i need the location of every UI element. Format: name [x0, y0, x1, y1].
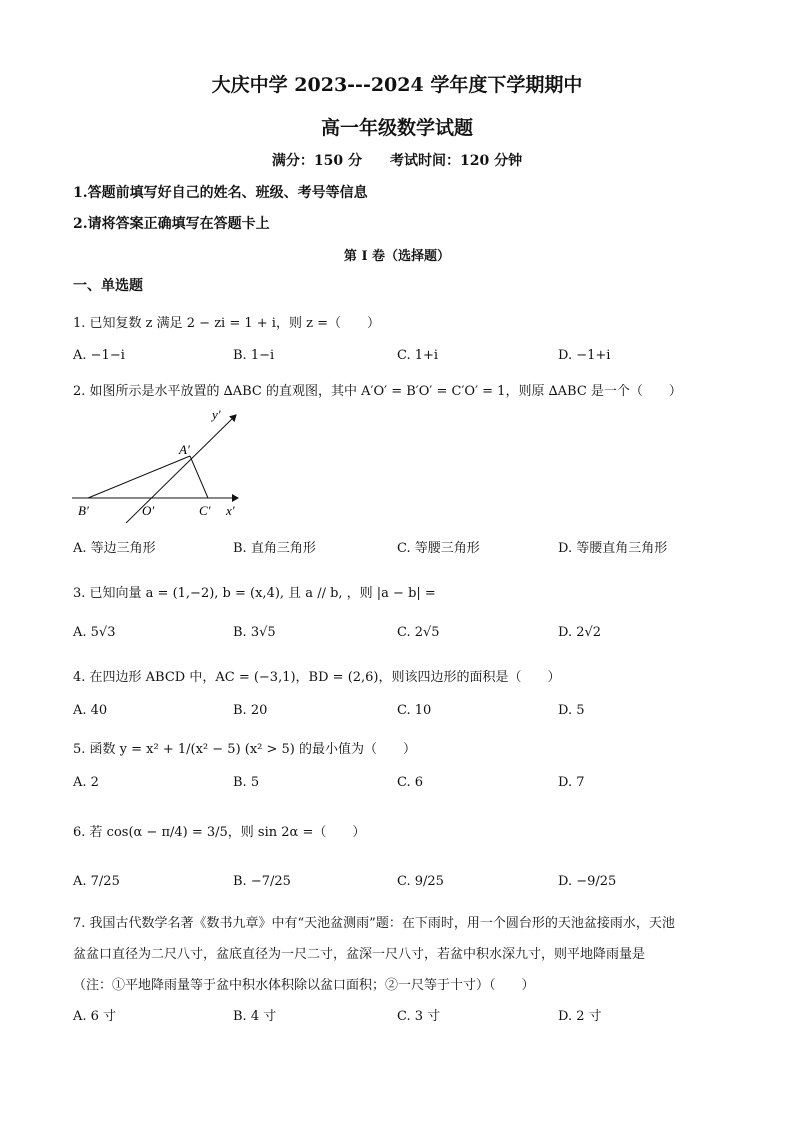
q7-option-b[interactable]: B. 4 寸 [233, 1009, 277, 1024]
question-7-line-2: 盆盆口直径为二尺八寸，盆底直径为一尺二寸，盆深一尺八寸，若盆中积水深九寸，则平地降雨量是 [73, 947, 646, 962]
exam-meta: 满分：150 分 考试时间：120 分钟 [271, 153, 523, 169]
part-title: 一、单选题 [73, 278, 143, 294]
label-A: A′ [179, 442, 190, 457]
exam-subtitle: 高一年级数学试题 [320, 117, 473, 139]
question-1: 1. 已知复数 z 满足 2 − zi = 1 + i，则 z =（ ） [73, 316, 380, 331]
q2-option-b[interactable]: B. 直角三角形 [233, 541, 316, 556]
q4-option-b[interactable]: B. 20 [233, 703, 268, 718]
q2-option-d[interactable]: D. 等腰直角三角形 [558, 541, 668, 556]
q6-option-d[interactable]: D. −9/25 [558, 874, 617, 889]
q7-option-a[interactable]: A. 6 寸 [73, 1009, 117, 1024]
q6-option-a[interactable]: A. 7/25 [73, 874, 120, 889]
question-7-line-3: （注：①平地降雨量等于盆中积水体积除以盆口面积；②一尺等于十寸）（ ） [73, 978, 535, 993]
q2-option-c[interactable]: C. 等腰三角形 [397, 541, 480, 556]
label-B: B′ [78, 503, 89, 518]
q3-option-a[interactable]: A. 5√3 [73, 625, 116, 640]
q1-option-d[interactable]: D. −1+i [558, 348, 611, 363]
question-3: 3. 已知向量 a = (1,−2), b = (x,4), 且 a // b, ，则 |a − b| = [73, 586, 436, 601]
q4-option-d[interactable]: D. 5 [558, 703, 585, 718]
note-1: 1.答题前填写好自己的姓名、班级、考号等信息 [73, 185, 368, 201]
question-7-line-1: 7. 我国古代数学名著《数书九章》中有“天池盆测雨”题：在下雨时，用一个圆台形的天池盆接雨水，天池 [73, 916, 675, 931]
label-y: y′ [212, 407, 221, 422]
segment-AC [190, 456, 208, 498]
q3-option-d[interactable]: D. 2√2 [558, 625, 602, 640]
oblique-triangle-figure [66, 405, 256, 534]
question-5: 5. 函数 y = x² + 1/(x² − 5) (x² > 5) 的最小值为（ ） [73, 742, 417, 757]
q1-option-a[interactable]: A. −1−i [73, 348, 125, 363]
section-title: 第 I 卷（选择题） [343, 249, 451, 264]
q5-option-c[interactable]: C. 6 [397, 775, 424, 790]
q6-option-c[interactable]: C. 9/25 [397, 874, 444, 889]
q2-option-a[interactable]: A. 等边三角形 [73, 541, 156, 556]
q1-option-c[interactable]: C. 1+i [397, 348, 439, 363]
figure-svg [66, 405, 256, 530]
q5-option-d[interactable]: D. 7 [558, 775, 585, 790]
exam-title: 大庆中学 2023---2024 学年度下学期期中 [211, 74, 583, 96]
q5-option-b[interactable]: B. 5 [233, 775, 260, 790]
question-6: 6. 若 cos(α − π/4) = 3/5，则 sin 2α =（ ） [73, 825, 366, 840]
q6-option-b[interactable]: B. −7/25 [233, 874, 291, 889]
question-4: 4. 在四边形 ABCD 中，AC = (−3,1)，BD = (2,6)，则该四边形的面积是（ ） [73, 670, 561, 685]
q3-option-b[interactable]: B. 3√5 [233, 625, 276, 640]
label-C: C′ [199, 503, 211, 518]
q7-option-d[interactable]: D. 2 寸 [558, 1009, 602, 1024]
q4-option-a[interactable]: A. 40 [73, 703, 108, 718]
q7-option-c[interactable]: C. 3 寸 [397, 1009, 441, 1024]
q4-option-c[interactable]: C. 10 [397, 703, 432, 718]
note-2: 2.请将答案正确填写在答题卡上 [73, 216, 270, 232]
label-x: x′ [226, 503, 235, 518]
q1-option-b[interactable]: B. 1−i [233, 348, 275, 363]
q3-option-c[interactable]: C. 2√5 [397, 625, 440, 640]
q5-option-a[interactable]: A. 2 [73, 775, 99, 790]
segment-BA [88, 456, 190, 498]
question-2: 2. 如图所示是水平放置的 ∆ABC 的直观图，其中 A′O′ = B′O′ = C′O′ = 1，则原 ∆ABC 是一个（ ） [73, 384, 682, 399]
label-O: O′ [142, 503, 155, 518]
